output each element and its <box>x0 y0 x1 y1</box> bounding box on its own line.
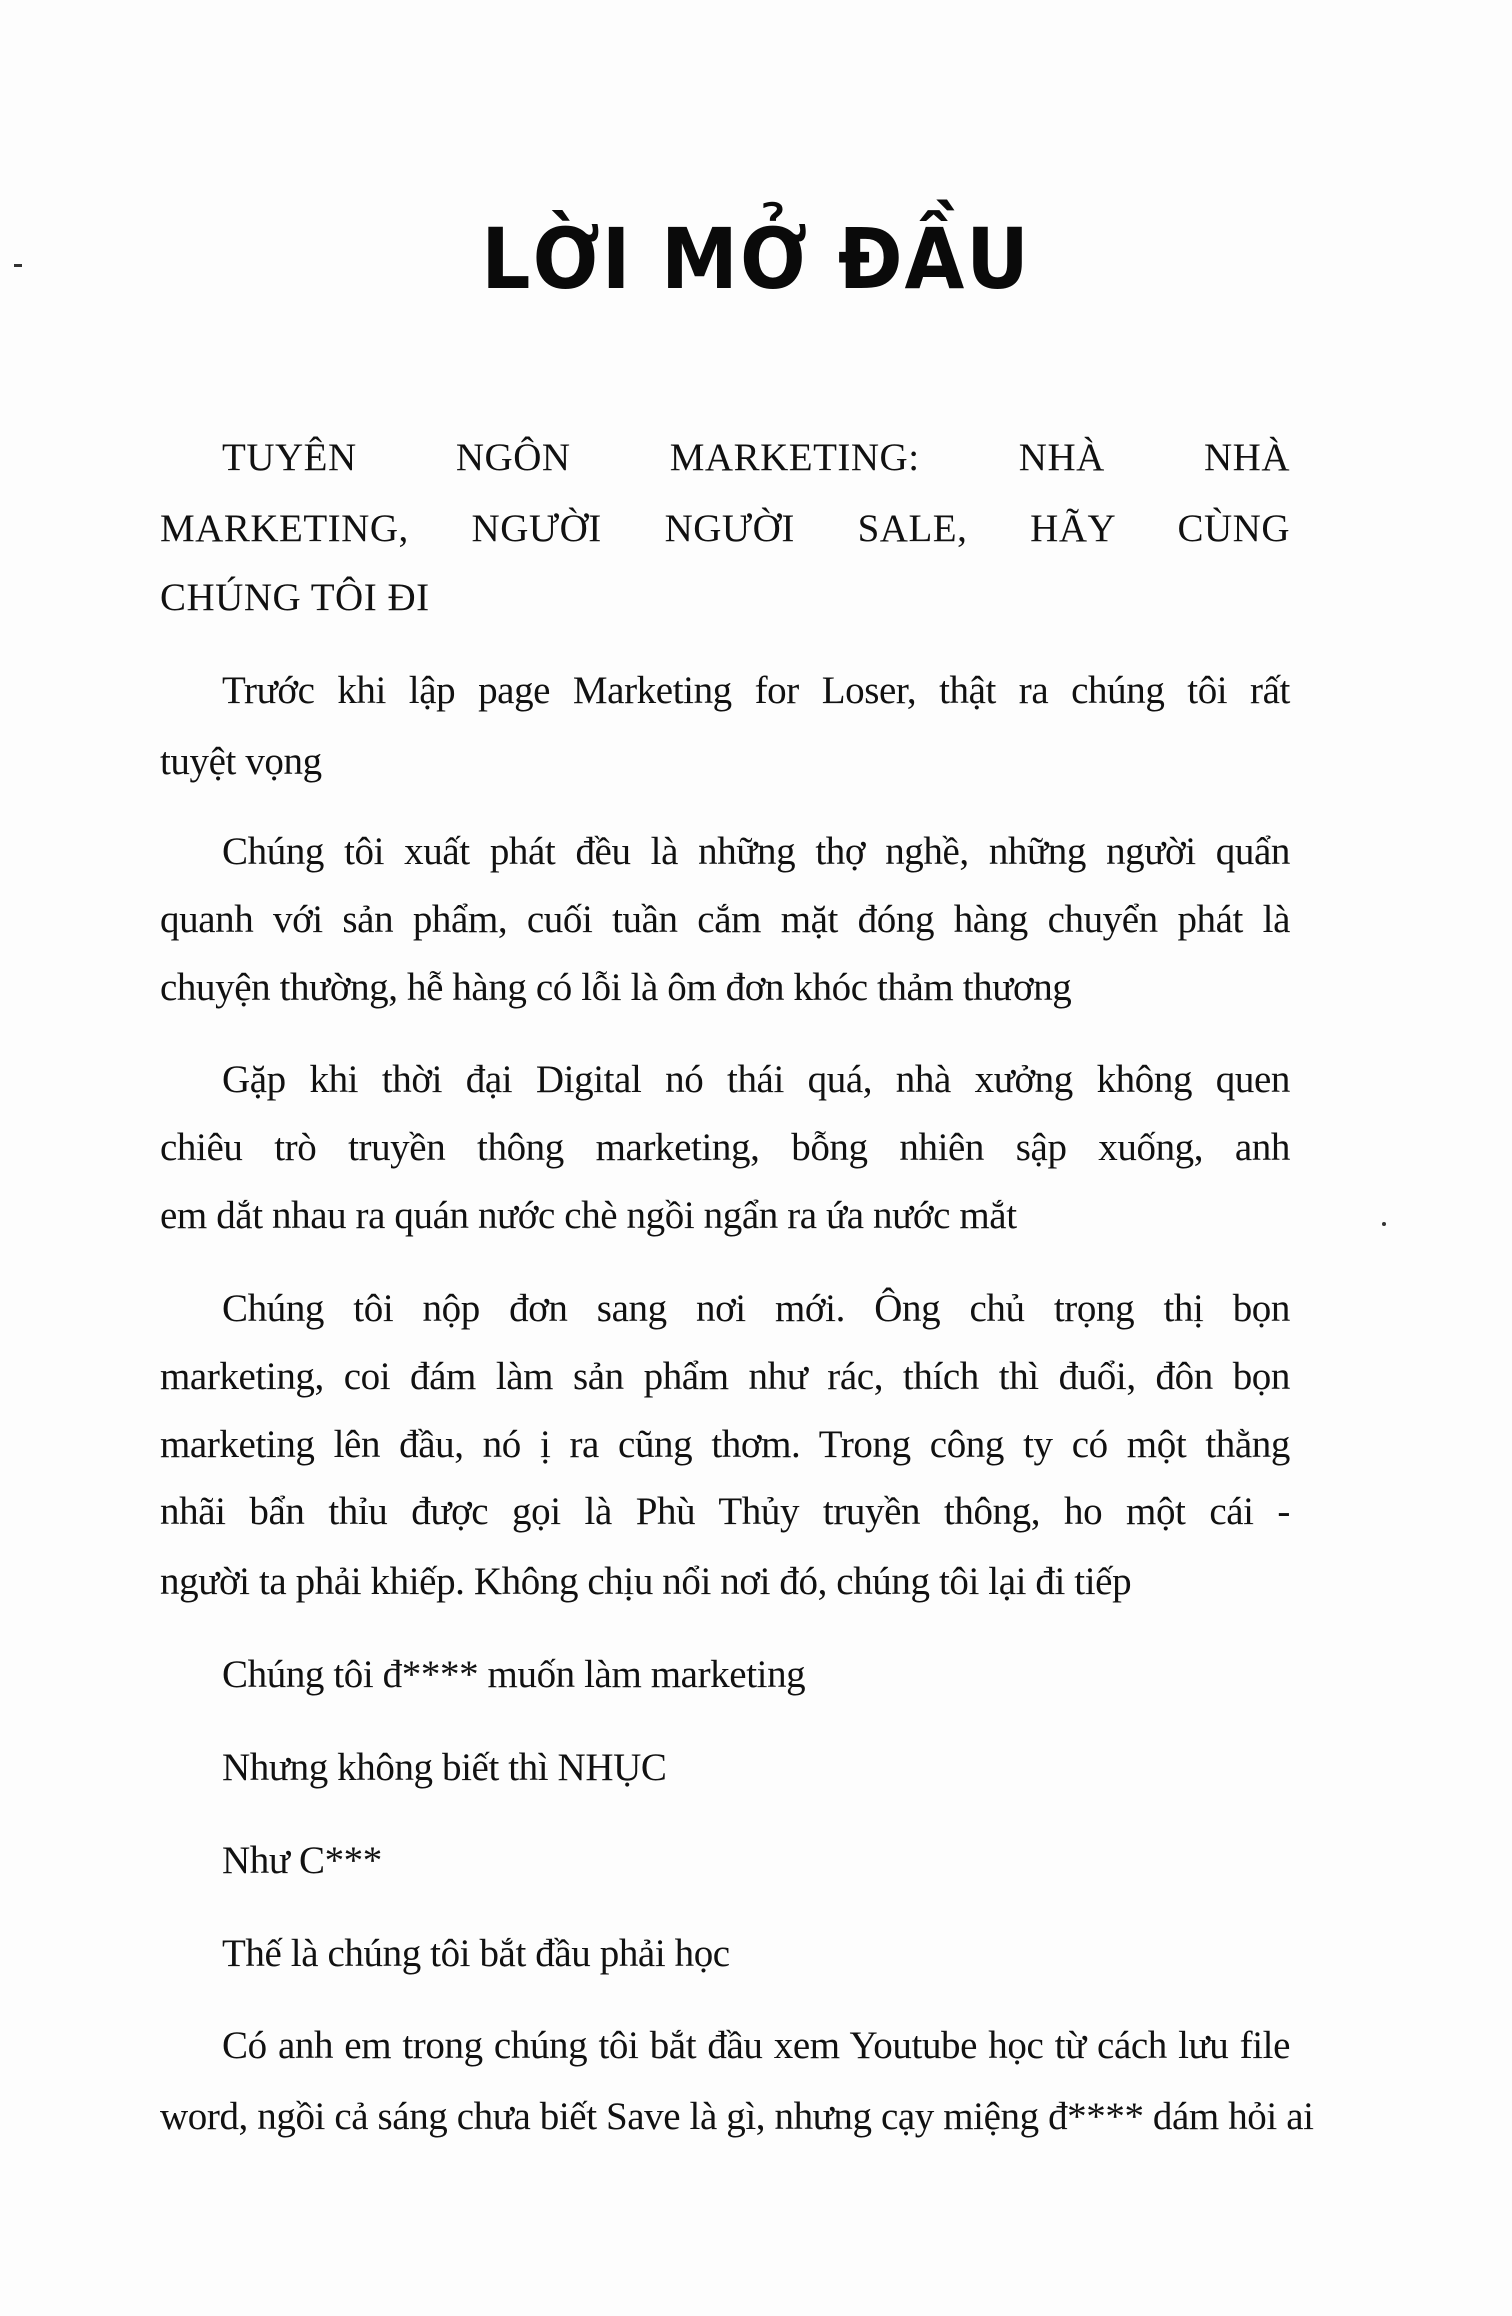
paragraph-line: Chúng tôi đ**** muốn làm marketing <box>222 1653 806 1696</box>
chapter-title: LỜI MỞ ĐẦU <box>481 210 1031 308</box>
paragraph-line: quanh với sản phẩm, cuối tuần cắm mặt đóng hàng chuyển phát là <box>160 898 1290 941</box>
paragraph-line: nhãi bẩn thỉu được gọi là Phù Thủy truyền thông, ho một cái - <box>160 1490 1290 1533</box>
paragraph-line: chuyện thường, hễ hàng có lỗi là ôm đơn khóc thảm thương <box>160 966 1072 1009</box>
paragraph-line: word, ngồi cả sáng chưa biết Save là gì, nhưng cạy miệng đ**** dám hỏi ai <box>160 2095 1314 2138</box>
paragraph-line: Trước khi lập page Marketing for Loser, thật ra chúng tôi rất <box>222 669 1290 712</box>
paragraph-line: Gặp khi thời đại Digital nó thái quá, nhà xưởng không quen <box>222 1058 1290 1101</box>
paragraph-line: Chúng tôi nộp đơn sang nơi mới. Ông chủ trọng thị bọn <box>222 1287 1290 1330</box>
paragraph-line: Có anh em trong chúng tôi bắt đầu xem Youtube học từ cách lưu file <box>222 2024 1290 2067</box>
scan-speck <box>1382 1222 1386 1226</box>
paragraph-line: Chúng tôi xuất phát đều là những thợ nghề, những người quẩn <box>222 830 1290 873</box>
paragraph-line: tuyệt vọng <box>160 740 322 783</box>
paragraph-line: marketing, coi đám làm sản phẩm như rác, thích thì đuổi, đôn bọn <box>160 1355 1290 1398</box>
paragraph-line: Như C*** <box>222 1839 382 1882</box>
section-heading-line: CHÚNG TÔI ĐI <box>160 576 430 619</box>
scan-speck <box>14 264 22 267</box>
paragraph-line: người ta phải khiếp. Không chịu nổi nơi đó, chúng tôi lại đi tiếp <box>160 1560 1132 1603</box>
paragraph-line: Thế là chúng tôi bắt đầu phải học <box>222 1932 730 1975</box>
paragraph-line: Nhưng không biết thì NHỤC <box>222 1746 667 1789</box>
section-heading-line: MARKETING, NGƯỜI NGƯỜI SALE, HÃY CÙNG <box>160 507 1290 550</box>
paragraph-line: chiêu trò truyền thông marketing, bỗng nhiên sập xuống, anh <box>160 1126 1290 1169</box>
paragraph-line: marketing lên đầu, nó ị ra cũng thơm. Trong công ty có một thằng <box>160 1423 1290 1466</box>
section-heading-line: TUYÊN NGÔN MARKETING: NHÀ NHÀ <box>222 436 1290 479</box>
paragraph-line: em dắt nhau ra quán nước chè ngồi ngẩn ra ứa nước mắt <box>160 1194 1017 1237</box>
